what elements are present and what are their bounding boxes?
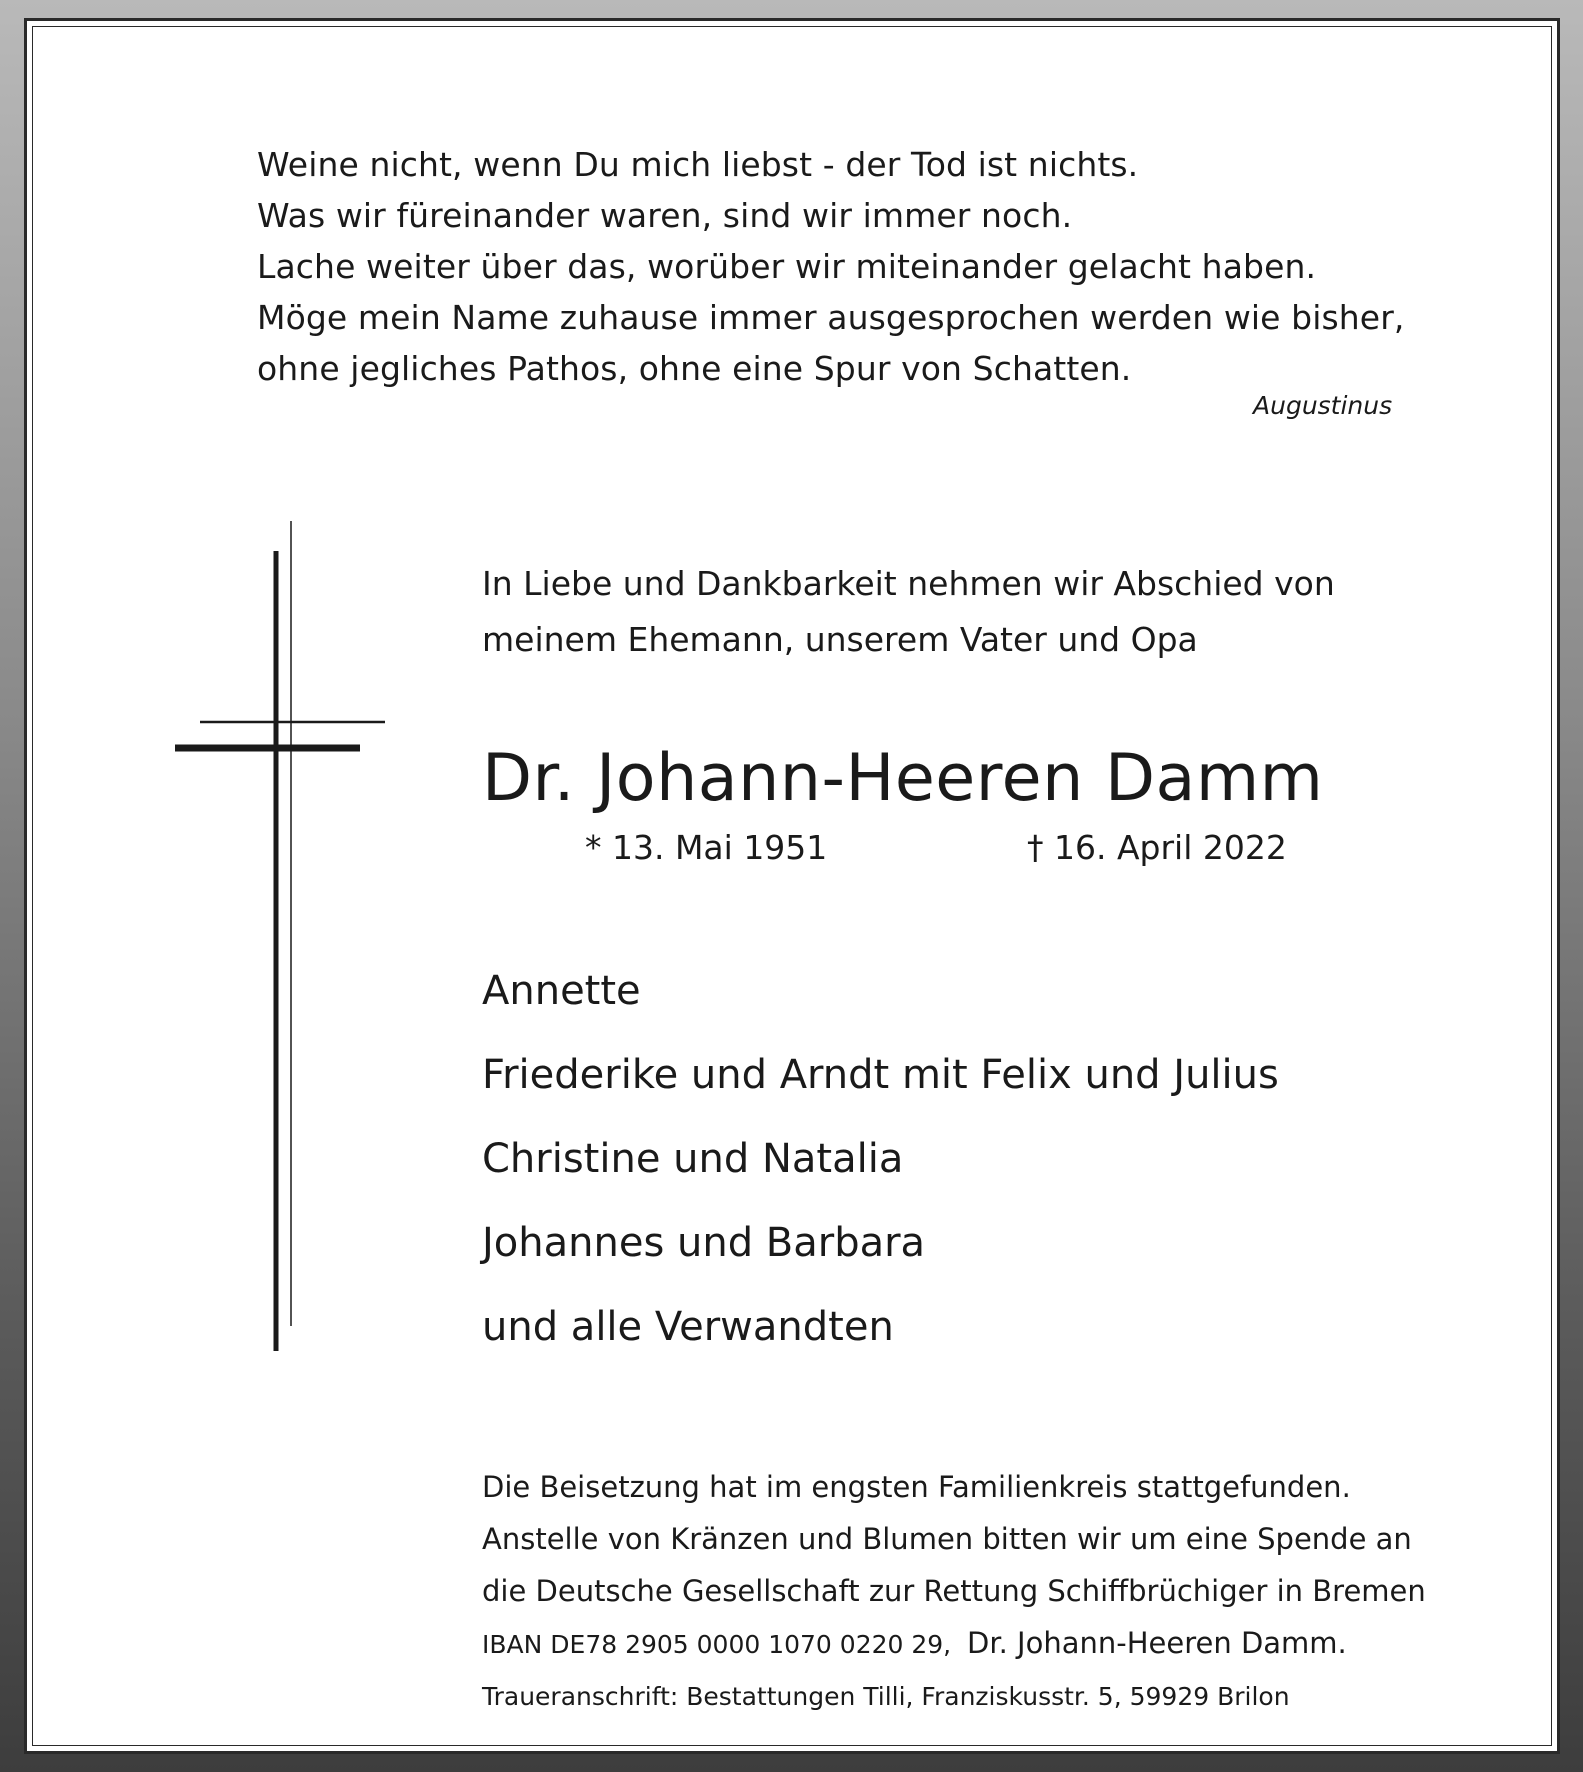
family-list	[482, 949, 1482, 1369]
family-member: Friederike und Arndt mit Felix und Julius	[482, 1052, 1279, 1098]
info-line: die Deutsche Gesellschaft zur Rettung Schiffbrüchiger in Bremen	[482, 1574, 1426, 1608]
iban-reference: Dr. Johann-Heeren Damm.	[967, 1626, 1347, 1660]
iban-line	[482, 1617, 1502, 1671]
funeral-info	[482, 1461, 1502, 1723]
family-member: und alle Verwandten	[482, 1304, 894, 1350]
info-line: Anstelle von Kränzen und Blumen bitten wir um eine Spende an	[482, 1522, 1412, 1556]
intro-line: In Liebe und Dankbarkeit nehmen wir Abschied von	[482, 564, 1335, 603]
quote-author: Augustinus	[1253, 391, 1393, 420]
intro-text	[482, 556, 1432, 668]
info-line: Die Beisetzung hat im engsten Familienkreis stattgefunden.	[482, 1470, 1351, 1504]
birth-date: * 13. Mai 1951	[585, 828, 828, 867]
quote-line: ohne jegliches Pathos, ohne eine Spur von Schatten.	[257, 349, 1132, 388]
death-date: † 16. April 2022	[1027, 828, 1287, 867]
quote-block	[257, 139, 1487, 394]
obituary-card	[24, 18, 1560, 1754]
deceased-name: Dr. Johann-Heeren Damm	[482, 741, 1324, 816]
iban: IBAN DE78 2905 0000 1070 0220 29,	[482, 1630, 952, 1659]
family-member: Christine und Natalia	[482, 1136, 904, 1182]
intro-line: meinem Ehemann, unserem Vater und Opa	[482, 620, 1198, 659]
mourning-address: Traueranschrift: Bestattungen Tilli, Franziskusstr. 5, 59929 Brilon	[482, 1682, 1290, 1711]
quote-line: Lache weiter über das, worüber wir miteinander gelacht haben.	[257, 247, 1317, 286]
quote-line: Weine nicht, wenn Du mich liebst - der Tod ist nichts.	[257, 145, 1139, 184]
quote-line: Was wir füreinander waren, sind wir immer noch.	[257, 196, 1073, 235]
quote-line: Möge mein Name zuhause immer ausgesprochen werden wie bisher,	[257, 298, 1405, 337]
family-member: Annette	[482, 968, 641, 1014]
family-member: Johannes und Barbara	[482, 1220, 926, 1266]
latin-cross-icon	[173, 521, 423, 1351]
